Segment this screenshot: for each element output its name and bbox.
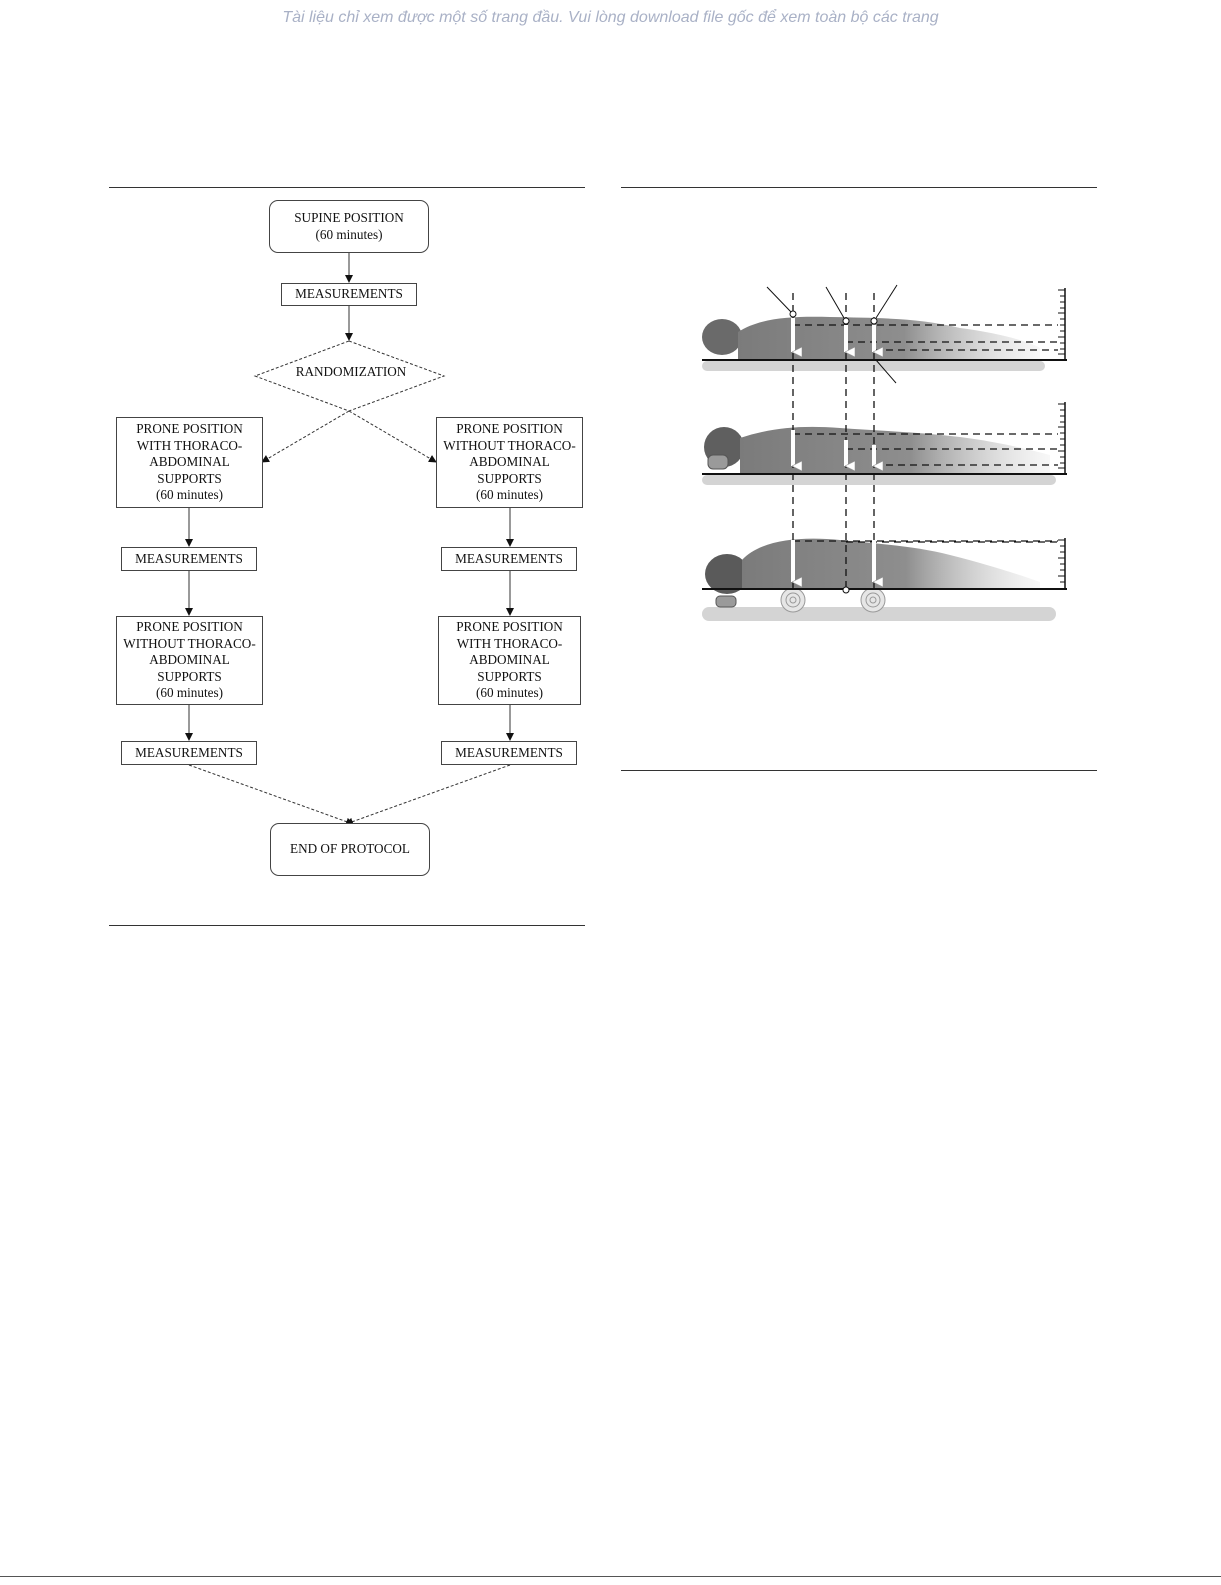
measurements-label: MEASUREMENTS [135, 550, 243, 566]
randomization-label: RANDOMIZATION [295, 364, 407, 379]
page-bottom-rule [0, 1576, 1221, 1577]
download-banner: Tài liệu chỉ xem được một số trang đầu. Vui lòng download file gốc để xem toàn bộ các trang [282, 9, 939, 26]
table-2 [702, 475, 1056, 485]
supine-position-label: SUPINE POSITION (60 minutes) [294, 210, 404, 242]
measurements-label: MEASUREMENTS [455, 744, 563, 760]
prone-with-supports-label: PRONE POSITION WITH THORACO- ABDOMINAL SUPPORTS (60 minutes) [136, 421, 243, 503]
prone-without-supports-label: PRONE POSITION WITHOUT THORACO- ABDOMINAL SUPPORTS (60 minutes) [123, 619, 256, 701]
prone-with-supports-label: PRONE POSITION WITH THORACO- ABDOMINAL SUPPORTS (60 minutes) [456, 619, 563, 701]
prone-without-supports-label: PRONE POSITION WITHOUT THORACO- ABDOMINAL SUPPORTS (60 minutes) [443, 421, 576, 503]
measurements-label: MEASUREMENTS [455, 550, 563, 566]
end-of-protocol-label: END OF PROTOCOL [290, 841, 410, 857]
measurements-label: MEASUREMENTS [135, 744, 243, 760]
measurements-label: MEASUREMENTS [295, 286, 403, 302]
supine-body-icon [702, 317, 1040, 359]
